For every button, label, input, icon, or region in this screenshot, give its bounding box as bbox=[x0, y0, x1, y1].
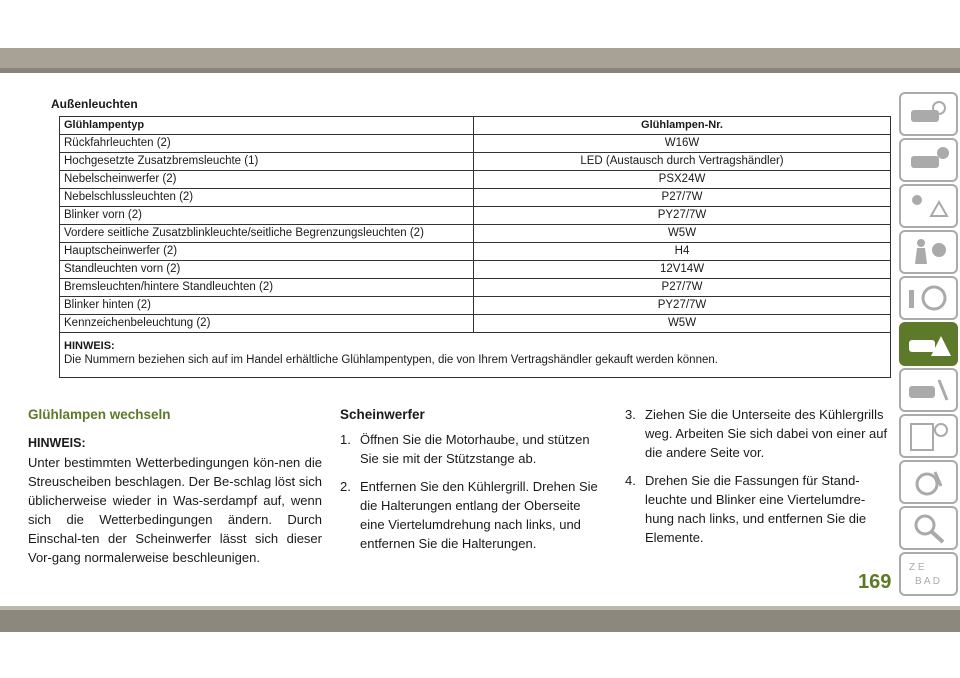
step-text: Ziehen Sie die Unterseite des Kühlergrills weg. Arbeiten Sie sich dabei von einer auf die andere Seite vor. bbox=[645, 407, 888, 460]
cell-bulb-number: H4 bbox=[474, 243, 891, 261]
table-row bbox=[60, 207, 891, 225]
heading-gluehlampen-wechseln: Glühlampen wechseln bbox=[28, 407, 171, 422]
column-1 bbox=[28, 405, 322, 567]
cell-bulb-number: W16W bbox=[474, 135, 891, 153]
cell-bulb-type: Blinker vorn (2) bbox=[60, 207, 474, 225]
steps-list-1 bbox=[340, 430, 606, 553]
chapter-tabs bbox=[893, 92, 960, 588]
list-item bbox=[625, 405, 891, 462]
cell-bulb-number: PY27/7W bbox=[474, 297, 891, 315]
header-band bbox=[0, 0, 960, 52]
cell-bulb-number: P27/7W bbox=[474, 189, 891, 207]
column-3 bbox=[625, 405, 891, 556]
table-row bbox=[60, 297, 891, 315]
cell-bulb-type: Hochgesetzte Zusatzbremsleuchte (1) bbox=[60, 153, 474, 171]
car-inspect-icon[interactable] bbox=[899, 92, 958, 136]
header-band-line bbox=[0, 68, 960, 73]
column-2 bbox=[340, 405, 606, 562]
table-row bbox=[60, 243, 891, 261]
table-row bbox=[60, 315, 891, 333]
step-number: 4. bbox=[625, 473, 636, 488]
note-head: HINWEIS: bbox=[28, 436, 86, 450]
step-text: Drehen Sie die Fassungen für Stand-leuchte und Blinker eine Viertelumdre-hung nach links, und entfernen Sie die Elemente. bbox=[645, 473, 867, 545]
column-header-type: Glühlampentyp bbox=[60, 117, 474, 135]
cell-bulb-type: Bremsleuchten/hintere Standleuchten (2) bbox=[60, 279, 474, 297]
step-text: Öffnen Sie die Motorhaube, und stützen Sie sie mit der Stützstange ab. bbox=[360, 432, 590, 466]
header-band-stripe bbox=[0, 48, 960, 68]
cell-bulb-number: LED (Austausch durch Vertragshändler) bbox=[474, 153, 891, 171]
cell-bulb-number: 12V14W bbox=[474, 261, 891, 279]
step-text: Entfernen Sie den Kühlergrill. Drehen Sie die Halterungen entlang der Oberseite eine Viertelumdrehung nach links, und entfernen Sie die Halterungen. bbox=[360, 479, 598, 551]
table-row bbox=[60, 135, 891, 153]
svg-text:B A D: B A D bbox=[915, 576, 941, 587]
search-icon[interactable] bbox=[899, 506, 958, 550]
cell-bulb-type: Nebelscheinwerfer (2) bbox=[60, 171, 474, 189]
car-info-icon[interactable] bbox=[899, 138, 958, 182]
svg-text:Z E: Z E bbox=[909, 562, 925, 573]
cell-bulb-type: Kennzeichenbeleuchtung (2) bbox=[60, 315, 474, 333]
table-note-text: Die Nummern beziehen sich auf im Handel erhältliche Glühlampentypen, die von Ihrem Vertragshändler gekauft werden können. bbox=[64, 354, 718, 366]
bulb-table bbox=[59, 116, 891, 378]
cell-bulb-number: W5W bbox=[474, 315, 891, 333]
table-row bbox=[60, 279, 891, 297]
index-letters-icon[interactable] bbox=[899, 552, 958, 596]
airbag-seat-icon[interactable] bbox=[899, 230, 958, 274]
cell-bulb-number: PSX24W bbox=[474, 171, 891, 189]
section-title: Außenleuchten bbox=[51, 97, 138, 111]
table-note bbox=[60, 333, 891, 378]
cell-bulb-number: P27/7W bbox=[474, 279, 891, 297]
note-text: Unter bestimmten Wetterbedingungen kön-nen die Streuscheiben beschlagen. Der Be-schlag löst sich üblicherweise wieder in Was-serdampf auf, wenn sich die Wetterbedingungen ändern. Durch Einschal-ten der Scheinwerfer lässt sich dieser Vor-gang normalerweise beschleunigen. bbox=[28, 455, 322, 565]
list-item bbox=[625, 471, 891, 547]
heading-scheinwerfer: Scheinwerfer bbox=[340, 407, 425, 422]
table-row bbox=[60, 171, 891, 189]
cell-bulb-type: Standleuchten vorn (2) bbox=[60, 261, 474, 279]
car-warning-icon[interactable] bbox=[899, 322, 958, 366]
warning-lights-icon[interactable] bbox=[899, 184, 958, 228]
cell-bulb-type: Hauptscheinwerfer (2) bbox=[60, 243, 474, 261]
page-number: 169 bbox=[858, 571, 892, 593]
step-number: 2. bbox=[340, 479, 351, 494]
car-service-icon[interactable] bbox=[899, 368, 958, 412]
table-row bbox=[60, 153, 891, 171]
footer-band bbox=[0, 610, 960, 632]
table-row bbox=[60, 261, 891, 279]
table-row bbox=[60, 225, 891, 243]
cell-bulb-type: Blinker hinten (2) bbox=[60, 297, 474, 315]
table-note-row bbox=[60, 333, 891, 378]
cell-bulb-type: Nebelschlussleuchten (2) bbox=[60, 189, 474, 207]
list-item bbox=[340, 477, 606, 553]
table-header-row bbox=[60, 117, 891, 135]
step-number: 3. bbox=[625, 407, 636, 422]
cell-bulb-type: Vordere seitliche Zusatzblinkleuchte/seitliche Begrenzungsleuchten (2) bbox=[60, 225, 474, 243]
step-number: 1. bbox=[340, 432, 351, 447]
specifications-icon[interactable] bbox=[899, 414, 958, 458]
cell-bulb-number: PY27/7W bbox=[474, 207, 891, 225]
cell-bulb-type: Rückfahrleuchten (2) bbox=[60, 135, 474, 153]
table-row bbox=[60, 189, 891, 207]
list-item bbox=[340, 430, 606, 468]
table-note-head: HINWEIS: bbox=[64, 340, 115, 352]
steering-wheel-icon[interactable] bbox=[899, 276, 958, 320]
column-header-number: Glühlampen-Nr. bbox=[474, 117, 891, 135]
steps-list-2 bbox=[625, 405, 891, 547]
cell-bulb-number: W5W bbox=[474, 225, 891, 243]
multimedia-icon[interactable] bbox=[899, 460, 958, 504]
